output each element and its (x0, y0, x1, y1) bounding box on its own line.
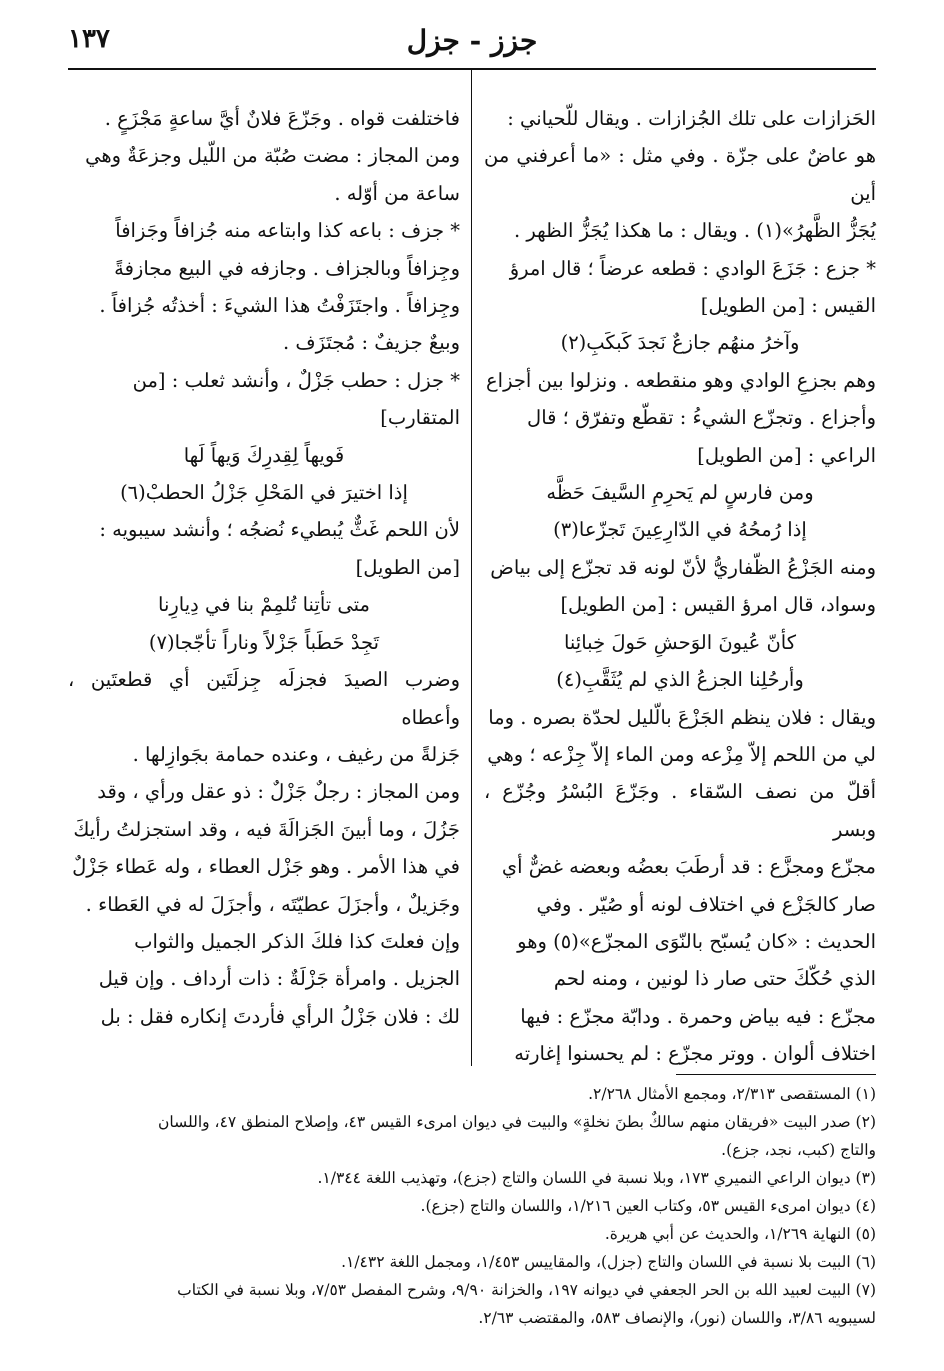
text-line: يُجَزُّ الظَّهرُ»(١) . ويقال : ما هكذا يُجَزُّ الظهر . (513, 219, 876, 243)
text-line: مجزّع ومجزَّع : قد أرطَبَ بعضُه وبعضه غضٌّ أي (501, 855, 876, 879)
text-line: ومن المجاز : رجلٌ جَزْلٌ : ذو عقل ورأي ، وقد (97, 780, 460, 804)
right-column (484, 100, 876, 1073)
text-line: وأجزاع . وتجزّع الشيءُ : تقطّع وتفرّق ؛ قال (527, 406, 876, 430)
text-line: وآخرُ منهُم جازعٌ نَجدَ كَبكَبِ(٢) (560, 331, 800, 355)
text-line: وإن فعلتَ كذا فلكَ الذكر الجميل والثواب (134, 929, 460, 953)
text-line: * جزع : جَزَعَ الوادي : قطعه عرضاً ؛ قال امرؤ (509, 256, 876, 280)
footnote-line: (٦) البيت بلا نسبة في اللسان والتاج (جزل)، والمقاييس ١/٤٥٣، ومجمل اللغة ١/٤٣٢. (341, 1253, 876, 1271)
footnote-line: (٢) صدر البيت «فريقان منهم سالكٌ بطنَ نخلةٍ» والبيت في ديوان امرىء القيس ٤٣، وإصلاح المنطق ٤٧، واللسان (158, 1113, 876, 1131)
text-line: متى تأتِنا تُلمِمْ بنا في دِيارِنا (158, 593, 370, 617)
footnote-line: (٥) النهاية ١/٢٦٩، والحديث عن أبي هريرة. (604, 1225, 876, 1243)
footnote-line: (١) المستقصى ٢/٣١٣، ومجمع الأمثال ٢/٢٦٨. (588, 1085, 876, 1103)
text-line: فَويهاً لِقِدرِكَ وَيهاً لَها (183, 443, 345, 467)
footnote-line: لسيبويه ٣/٨٦، واللسان (نور)، والإنصاف ٥٨٣، والمقتضب ٢/٦٣. (478, 1309, 876, 1327)
text-line: [من الطويل] (355, 555, 460, 579)
text-line: المتقارب] (380, 406, 460, 430)
text-line: * جزل : حطب جَزْلٌ ، وأنشد ثعلب : [من (132, 368, 460, 392)
text-line: وهم بجزعِ الوادي وهو منقطعه . ونزلوا بين أجزاع (486, 368, 876, 392)
text-line: وسواد، قال امرؤ القيس : [من الطويل] (560, 593, 876, 617)
text-line: جَزلةً من رغيف ، وعنده حمامة بجَوازِلها . (132, 742, 460, 766)
text-line: صار كالجَزْع في اختلاف لونه أو صُيّر . وفي (536, 892, 876, 916)
text-line: وضرب الصيدَ فجزلَه جِزلَتَين أي قطعتَين ، وأعطاه (68, 668, 460, 729)
text-line: إذا اختيرَ في المَحْلِ جَزْلُ الحطبْ(٦) (120, 481, 408, 505)
page-header (68, 22, 876, 64)
text-line: ساعة من أوّله . (334, 181, 460, 205)
text-line: كأنّ عُيونَ الوَحشِ حَولَ خِبائِنا (563, 630, 797, 654)
text-line: تَجِدْ حَطَباً جَزْلاً وناراً تأجّجا(٧) (148, 630, 380, 654)
text-line: وجِزافاً وبالجزاف . وجازفه في البيع مجازفةً (114, 256, 460, 280)
running-title: جزز - جزل (406, 24, 538, 57)
text-line: أقلّ من نصف السّقاء . وجَزّعَ البُسْرُ وجُزّع ، وبسر (484, 780, 876, 841)
text-line: ومنه الجَزْعُ الظّفاريُّ لأنّ لونه قد تجزّع إلى بياض (490, 555, 876, 579)
text-line: وجِزافاً . واجتَزَفْتُ هذا الشيءَ : أخذتُه جُزافاً . (99, 294, 460, 318)
text-line: وجَزيلٌ ، وأجزَلَ عطيّتَه ، وأجزَلَ له في العَطاء . (85, 892, 460, 916)
footnote-line: (٤) ديوان امرىء القيس ٥٣، وكتاب العين ١/٢١٦، واللسان والتاج (جزع). (420, 1197, 876, 1215)
text-line: وبيعٌ جزيفٌ : مُجتَزَف . (283, 331, 460, 355)
text-line: فاختلفت قواه . وجَزّعَ فلانٌ أيَّ ساعةٍ مَجْزَعٍ . (104, 107, 460, 130)
text-line: مجزّع : فيه بياض وحمرة . ودابّة مجزّع : فيها (520, 1004, 876, 1028)
text-line: ومن فارسٍ لم يَحرِمِ السَّيفَ حَظَّه (546, 481, 814, 505)
text-line: الذي حُكّكَ حتى صار ذا لونين ، ومنه لحم (553, 967, 876, 991)
text-line: إذا رُمحُهُ في الدّارِعِينَ تَجزّعا(٣) (553, 518, 807, 542)
footnote-rule (676, 1074, 876, 1075)
text-line: الراعي : [من الطويل] (697, 443, 876, 467)
text-line: الحديث : «كان يُسبّح بالنّوَى المجزّع»(٥) وهو (517, 929, 876, 953)
text-line: القيس : [من الطويل] (700, 294, 876, 318)
page-number: ١٣٧ (68, 24, 110, 54)
text-line: لأن اللحم غَثٌّ يُبطيء نُضجُه ؛ وأنشد سيبويه : (99, 518, 460, 542)
text-line: ومن المجاز : مضت صُبّة من اللّيل وجزعَةٌ وهي (85, 144, 460, 168)
text-line: الحَزازات على تلك الجُزازات . ويقال للّحياني : (507, 107, 876, 130)
footnote-line: (٣) ديوان الراعي النميري ١٧٣، وبلا نسبة في اللسان والتاج (جزع)، وتهذيب اللغة ١/٣٤٤. (317, 1169, 876, 1187)
text-line: * جزف : باعه كذا وابتاعه منه جُزافاً وجَزافاً (115, 219, 460, 243)
footnotes (68, 1080, 876, 1332)
text-line: لي من اللحم إلاّ مِزْعه ومن الماء إلاّ جِزْعه ؛ وهي (487, 742, 876, 766)
text-line: هو عاضٌ على جزّة . وفي مثل : «ما أعرفني من أين (484, 144, 876, 205)
footnote-line: والتاج (كبب، نجد، جزع). (721, 1141, 876, 1159)
footnote-line: (٧) البيت لعبيد الله بن الحر الجعفي في ديوانه ١٩٧، والخزانة ٩/٩٠، وشرح المفصل ٧/٥٣، وبلا نسبة في الكتاب (177, 1281, 876, 1299)
text-line: في هذا الأمر . وهو جَزْل العطاء ، وله عَطاء جَزْلٌ (72, 855, 460, 879)
text-line: الجزيل . وامرأة جَزْلَةٌ : ذات أرداف . وإن قيل (98, 967, 460, 991)
column-divider (471, 68, 472, 1066)
text-line: ويقال : فلان ينظم الجَزْعَ بالّليل لحدّة بصره . وما (488, 705, 876, 729)
text-line: اختلاف ألوان . ووتر مجزّع : لم يحسنوا إغارته (514, 1042, 876, 1066)
header-rule (68, 68, 876, 70)
text-line: جَزُلَ ، وما أبينَ الجَزالَةَ فيه ، وقد استجزلتُ رأيكَ (73, 817, 460, 841)
text-line: لك : فلان جَزْلُ الرأي فأردتَ إنكاره فقل : بل (100, 1004, 460, 1028)
text-line: وأرحُلِنا الجزعُ الذي لم يُثَقَّبِ(٤) (556, 668, 804, 692)
left-column (68, 100, 460, 1035)
